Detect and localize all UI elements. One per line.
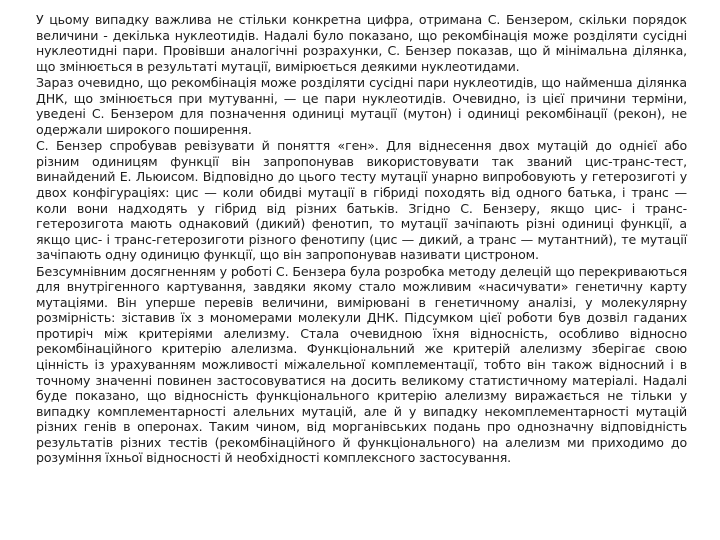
paragraph-1: У цьому випадку важлива не стільки конкретна цифра, отримана С. Бензером, скільки порядок величини - декілька нуклеотидів. Надалі було показано, що рекомбінація може розділяти сусідні нуклеотидні пари. Провівши аналогічні розрахунки, С. Бензер показав, що й мінімальна ділянка, що змінюється в результаті мутації, вимірюється деякими нуклеотидами. xyxy=(36,12,687,74)
paragraph-3: С. Бензер спробував ревізувати й поняття «ген». Для віднесення двох мутацій до однієї або різним одиницям функції він запропонував використовувати так званий цис-транс-тест, винайдений Е. Льюисом. Відповідно до цього тесту мутації унарно випробовують у гетерозиготі у двох конфігураціях: цис — коли обидві мутації в гібриді походять від одного батька, і транс — коли вони надходять у гібрид від різних батьків. Згідно С. Бензеру, якщо цис- і транс-гетерозигота мають однаковий (дикий) фенотип, то мутації зачіпають різні одиниці функції, а якщо цис- і транс-гетерозиготи різного фенотипу (цис — дикий, а транс — мутантний), те мутації зачіпають одну одиницю функції, що він запропонував називати цистроном. xyxy=(36,138,687,263)
paragraph-2: Зараз очевидно, що рекомбінація може розділяти сусідні пари нуклеотидів, що найменша ділянка ДНК, що змінюється при мутуванні, — це пари нуклеотидів. Очевидно, із цієї причини терміни, уведені С. Бензером для позначення одиниці мутації (мутон) і одиниці рекомбінації (рекон), не одержали широкого поширення. xyxy=(36,75,687,137)
paragraph-4: Безсумнівним досягненням у роботі С. Бензера була розробка методу делецій що перекриваються для внутрігенного картування, завдяки якому стало можливим «насичувати» генетичну карту мутаціями. Він уперше перевів величини, вимірювані в генетичному аналізі, у молекулярну розмірність: зіставив їх з мономерами молекули ДНК. Підсумком цієї роботи був дозвіл гаданих протиріч між критеріями алелизму. Стала очевидною їхня відносність, особливо відносно рекомбінаційного критерію алелизма. Функціональний же критерій алелизму зберігає свою цінність із урахуванням можливості міжалельної комплементації, тобто він також відносний і в точному значенні повинен застосовуватися на досить великому статистичному матеріалі. Надалі буде показано, що відносність функціонального критерію алелизму виражається не тільки у випадку комплементарності алельних мутацій, але й у випадку некомплементарності мутацій різних генів в оперонах. Таким чином, від морганівських подань про однозначну відповідність результатів різних тестів (рекомбінаційного й функціонального) на алелизм ми приходимо до розуміння їхньої відносності й необхідності комплексного застосування. xyxy=(36,263,687,466)
document-body xyxy=(36,12,687,466)
